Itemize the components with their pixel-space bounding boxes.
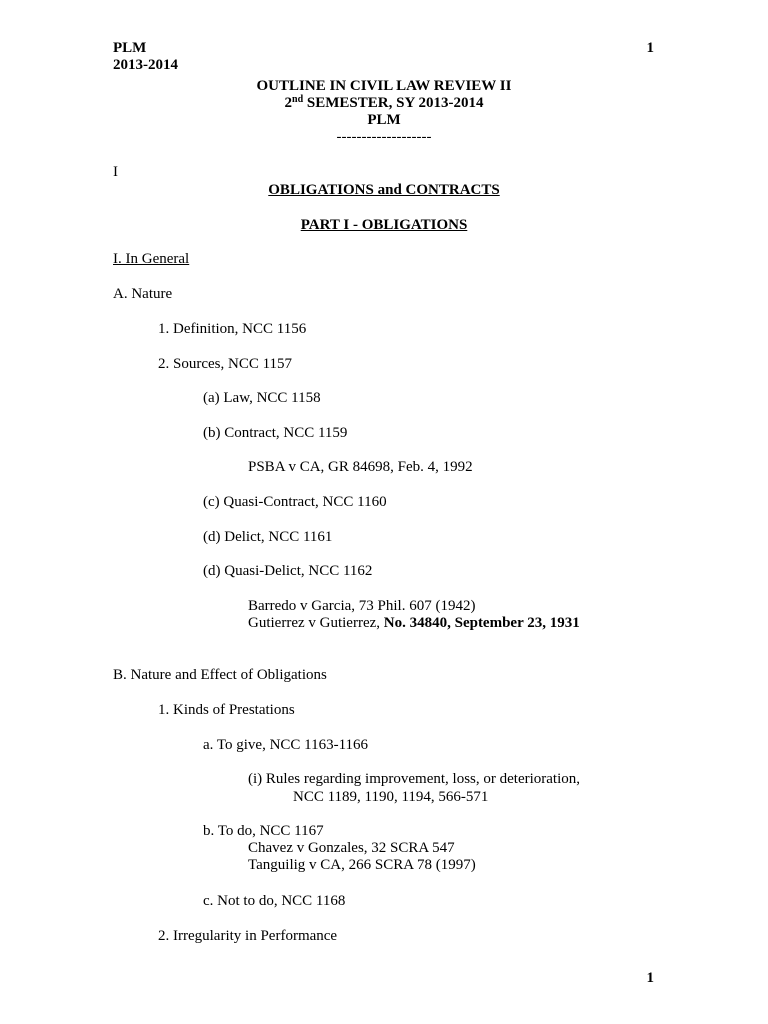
outline-quasi-contract: (c) Quasi-Contract, NCC 1160 [203, 494, 387, 510]
outline-law: (a) Law, NCC 1158 [203, 390, 321, 406]
header-school: PLM [113, 40, 147, 56]
outline-to-give: a. To give, NCC 1163-1166 [203, 737, 369, 753]
heading-part-one: PART I - OBLIGATIONS [300, 217, 468, 233]
outline-irregularity: 2. Irregularity in Performance [158, 928, 338, 944]
outline-a-nature: A. Nature [113, 286, 173, 302]
header-page-number: 1 [646, 40, 654, 56]
case-gutierrez-title: Gutierrez v Gutierrez, [248, 615, 384, 631]
heading-in-general: I. In General [113, 251, 190, 267]
case-gutierrez-citation: No. 34840, September 23, 1931 [383, 615, 580, 631]
case-tanguilig: Tanguilig v CA, 266 SCRA 78 (1997) [248, 857, 476, 873]
document-title: OUTLINE IN CIVIL LAW REVIEW II [256, 78, 512, 94]
semester-ordinal: 2 [284, 95, 293, 111]
outline-sources: 2. Sources, NCC 1157 [158, 356, 293, 372]
outline-delict: (d) Delict, NCC 1161 [203, 529, 333, 545]
case-chavez: Chavez v Gonzales, 32 SCRA 547 [248, 840, 455, 856]
outline-b-nature-effect: B. Nature and Effect of Obligations [113, 667, 327, 683]
outline-to-do: b. To do, NCC 1167 [203, 823, 324, 839]
case-psba: PSBA v CA, GR 84698, Feb. 4, 1992 [248, 459, 473, 475]
outline-rules-line-1: (i) Rules regarding improvement, loss, or deterioration, [248, 771, 580, 787]
case-gutierrez [248, 615, 580, 632]
footer-page-number: 1 [646, 970, 654, 986]
section-numeral: I [113, 164, 118, 180]
header-year: 2013-2014 [113, 57, 178, 73]
semester-ordinal-suffix: nd [292, 94, 304, 105]
title-divider: ------------------- [336, 129, 432, 145]
outline-quasi-delict: (d) Quasi-Delict, NCC 1162 [203, 563, 373, 579]
semester-text: SEMESTER, SY 2013-2014 [303, 95, 484, 111]
outline-kinds-prestations: 1. Kinds of Prestations [158, 702, 295, 718]
title-institution: PLM [367, 112, 401, 128]
document-subtitle [0, 95, 768, 112]
outline-rules-line-2: NCC 1189, 1190, 1194, 566-571 [293, 789, 489, 805]
outline-definition: 1. Definition, NCC 1156 [158, 321, 307, 337]
case-barredo: Barredo v Garcia, 73 Phil. 607 (1942) [248, 598, 476, 614]
outline-contract: (b) Contract, NCC 1159 [203, 425, 348, 441]
heading-obligations-contracts: OBLIGATIONS and CONTRACTS [268, 182, 500, 198]
outline-not-to-do: c. Not to do, NCC 1168 [203, 893, 346, 909]
